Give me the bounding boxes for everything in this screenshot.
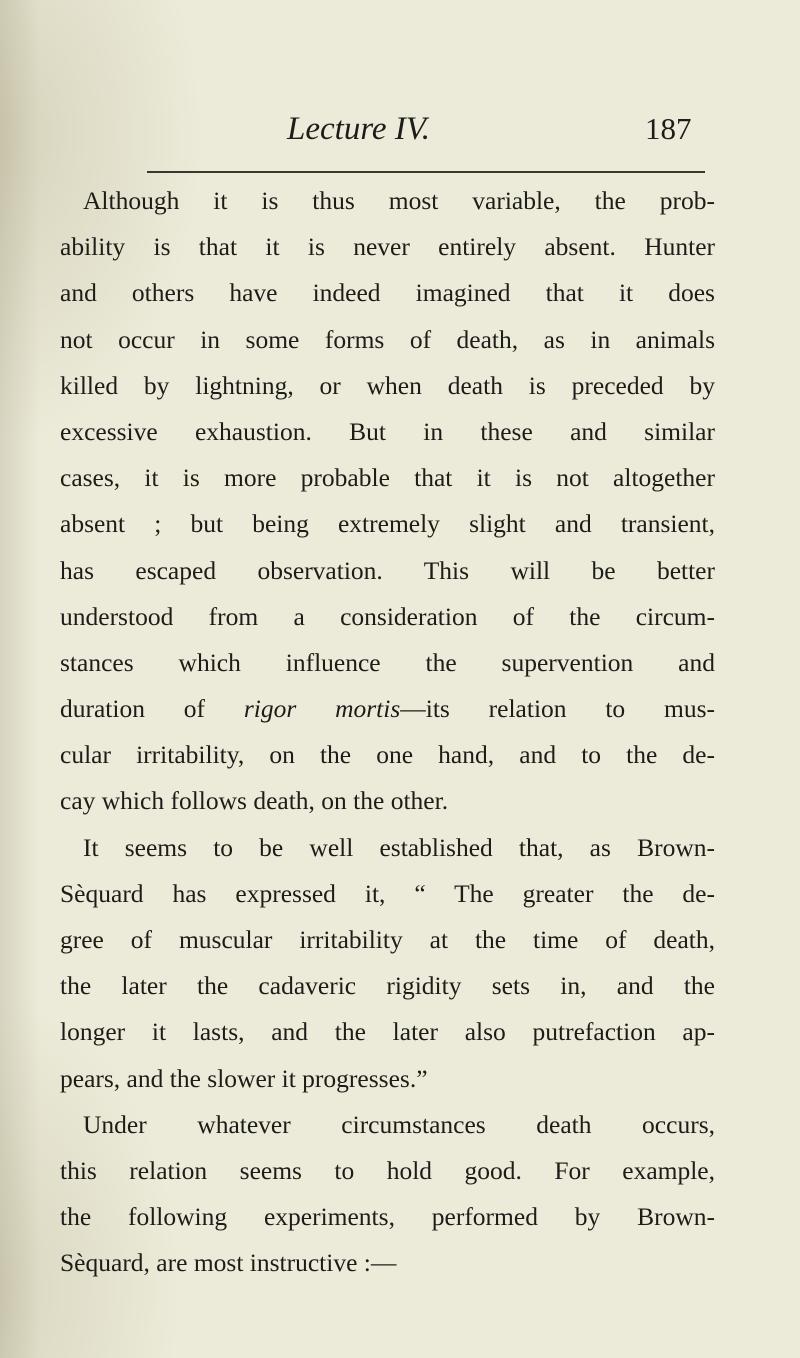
text-line: Sèquard, are most instructive :— [60, 1248, 397, 1278]
header-rule [147, 171, 705, 173]
text-line: longer it lasts, and the later also putrefaction ap- [60, 1017, 715, 1047]
text-line: understood from a consideration of the circum- [60, 601, 715, 631]
text-line: cay which follows death, on the other. [60, 786, 449, 816]
body-text [60, 178, 715, 1287]
page-number: 187 [645, 111, 692, 146]
text-line: gree of muscular irritability at the time of death, [60, 925, 715, 954]
text-segment: duration of [60, 694, 244, 724]
text-line: cases, it is more probable that it is not altogether [60, 463, 715, 493]
text-line: ability is that it is never entirely absent. Hunter [60, 232, 715, 262]
text-line: killed by lightning, or when death is preceded by [60, 370, 715, 400]
text-line: has escaped observation. This will be better [60, 555, 715, 585]
running-head: Lecture IV. [287, 111, 430, 147]
text-line: stances which influence the supervention and [60, 647, 715, 677]
text-line: cular irritability, on the one hand, and to the de- [60, 740, 715, 770]
text-line: It seems to be well established that, as Brown- [83, 832, 715, 862]
text-line: Under whatever circumstances death occurs, [83, 1109, 715, 1139]
text-line: pears, and the slower it progresses.” [60, 1063, 428, 1093]
text-segment: —its relation to mus- [400, 694, 715, 724]
text-line: and others have indeed imagined that it does [60, 278, 715, 308]
text-line: excessive exhaustion. But in these and similar [60, 416, 715, 446]
text-line: absent ; but being extremely slight and transient, [60, 509, 715, 539]
text-line: the following experiments, performed by Brown- [60, 1202, 715, 1232]
text-line: Sèquard has expressed it, “ The greater the de- [60, 878, 715, 908]
page-header [0, 104, 800, 154]
text-line-rigor-mortis [60, 686, 715, 732]
italic-term: rigor mortis [243, 694, 401, 724]
text-line: the later the cadaveric rigidity sets in, and the [60, 971, 715, 1001]
text-line: Although it is thus most variable, the prob- [83, 186, 715, 215]
text-line: this relation seems to hold good. For example, [60, 1155, 715, 1185]
text-line: not occur in some forms of death, as in animals [60, 324, 715, 354]
